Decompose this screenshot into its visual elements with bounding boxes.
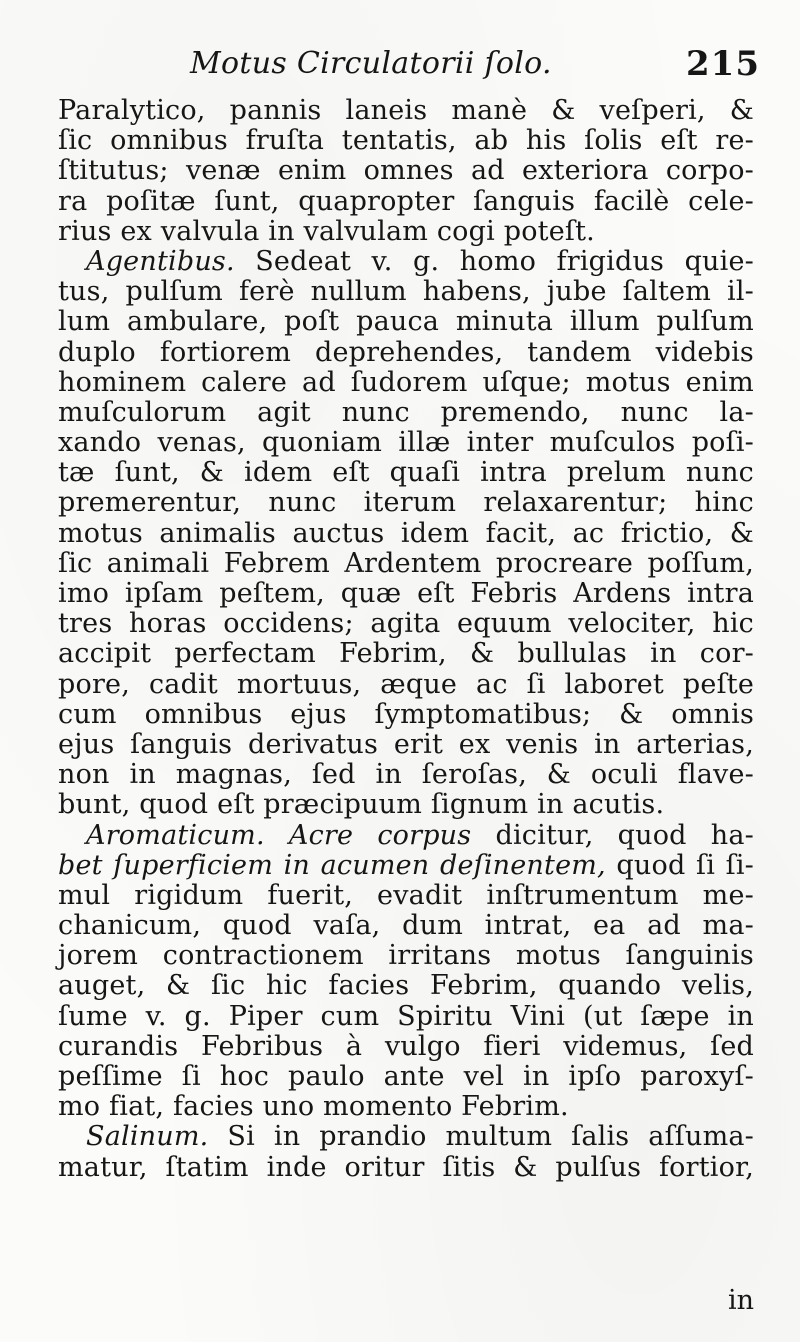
line-text: xando venas, quoniam illæ inter muſculos poſi- (58, 427, 754, 459)
text-line (58, 126, 754, 156)
line-text: quod ſi ſi- (605, 849, 754, 881)
line-text: dicitur, quod ha- (471, 819, 755, 851)
text-line (58, 307, 754, 337)
text-line (58, 187, 754, 217)
line-text: muſculorum agit nunc premendo, nunc la- (58, 396, 754, 428)
line-text: ſic omnibus fruſta tentatis, ab his ſolis eſt re- (58, 125, 754, 157)
line-text: matur, ſtatim inde oritur ſitis & pulſus fortior, (58, 1151, 754, 1183)
line-text: motus animalis auctus idem facit, ac frictio, & (58, 517, 754, 549)
line-text: tæ ſunt, & idem eſt quaſi intra prelum nunc (58, 457, 754, 489)
text-line (58, 579, 754, 609)
text-line (58, 1002, 754, 1032)
line-text: Paralytico, pannis laneis manè & veſperi, & (58, 95, 754, 126)
text-line (58, 549, 754, 579)
catchword: in (727, 1285, 754, 1316)
line-text: premerentur, nunc iterum relaxarentur; hinc (58, 487, 754, 519)
line-text: Si in prandio multum ſalis aſſuma- (208, 1121, 754, 1153)
text-line (58, 941, 754, 971)
line-text: pore, cadit mortuus, æque ac ſi laboret peſte (58, 668, 754, 700)
text-line (58, 971, 754, 1001)
italic-lead: bet ſuperficiem in acumen deſinentem, (58, 849, 606, 881)
text-line (58, 1153, 754, 1183)
line-text: chanicum, quod vaſa, dum intrat, ea ad ma- (58, 910, 754, 942)
line-text: accipit perfectam Febrim, & bullulas in cor- (58, 638, 754, 670)
text-line (58, 247, 754, 277)
line-text: Sedeat v. g. homo frigidus quie- (234, 245, 754, 277)
line-text: curandis Febribus à vulgo fieri videmus, ſed (58, 1030, 754, 1062)
text-line (58, 670, 754, 700)
text-line (58, 730, 754, 760)
text-line (58, 1122, 754, 1152)
text-line (58, 881, 754, 911)
text-line (58, 639, 754, 669)
line-text: non in magnas, ſed in ſeroſas, & oculi flave- (58, 759, 754, 791)
page-header (60, 46, 760, 96)
text-line (58, 277, 754, 307)
text-line (58, 458, 754, 488)
line-text: cum omnibus ejus ſymptomatibus; & omnis (58, 698, 754, 730)
text-line (58, 217, 754, 247)
running-head: Motus Circulatorii ſolo. (190, 46, 552, 81)
text-line (58, 398, 754, 428)
line-text: ra poſitæ ſunt, quapropter ſanguis facilè cele- (58, 185, 754, 217)
line-text: ſume v. g. Piper cum Spiritu Vini (ut ſæpe in (58, 1000, 754, 1032)
line-text: ſic animali Febrem Ardentem procreare poſſum, (58, 547, 754, 579)
line-text: ejus ſanguis derivatus erit ex venis in arterias, (58, 728, 754, 760)
text-line (58, 338, 754, 368)
text-line (58, 1032, 754, 1062)
italic-lead: Salinum. (86, 1121, 209, 1153)
text-line (58, 911, 754, 941)
text-line (58, 609, 754, 639)
line-text: tus, pulſum ferè nullum habens, jube ſaltem il- (58, 276, 754, 308)
text-line (58, 96, 754, 126)
line-text: hominem calere ad ſudorem uſque; motus enim (58, 366, 754, 398)
text-line (58, 1092, 754, 1122)
text-line (58, 821, 754, 851)
line-text: mo fiat, facies uno momento Febrim. (58, 1091, 569, 1123)
text-line (58, 760, 754, 790)
line-text: ſtitutus; venæ enim omnes ad exteriora corpo- (58, 155, 754, 187)
text-line (58, 790, 754, 820)
text-line (58, 156, 754, 186)
text-line (58, 368, 754, 398)
text-line (58, 519, 754, 549)
text-line (58, 851, 754, 881)
italic-lead: Agentibus. (86, 245, 235, 277)
line-text: peſſime ſi hoc paulo ante vel in ipſo paroxyſ- (58, 1061, 754, 1092)
line-text: auget, & ſic hic facies Febrim, quando velis, (58, 970, 754, 1002)
text-line (58, 700, 754, 730)
body-text (58, 96, 754, 1183)
line-text: mul rigidum fuerit, evadit inſtrumentum me- (58, 879, 754, 911)
line-text: lum ambulare, poſt pauca minuta illum pulſum (58, 306, 754, 338)
italic-lead: Aromaticum. Acre corpus (86, 819, 472, 851)
line-text: rius ex valvula in valvulam cogi poteſt. (58, 215, 595, 247)
page-number: 215 (686, 44, 760, 84)
line-text: duplo fortiorem deprehendes, tandem videbis (58, 336, 754, 368)
line-text: imo ipſam peſtem, quæ eſt Febris Ardens intra (58, 578, 754, 609)
text-line (58, 428, 754, 458)
text-line (58, 488, 754, 518)
line-text: bunt, quod eſt præcipuum ſignum in acutis. (58, 789, 665, 821)
line-text: tres horas occidens; agita equum velociter, hic (58, 608, 754, 640)
text-line (58, 1062, 754, 1092)
line-text: jorem contractionem irritans motus ſanguinis (58, 940, 754, 972)
